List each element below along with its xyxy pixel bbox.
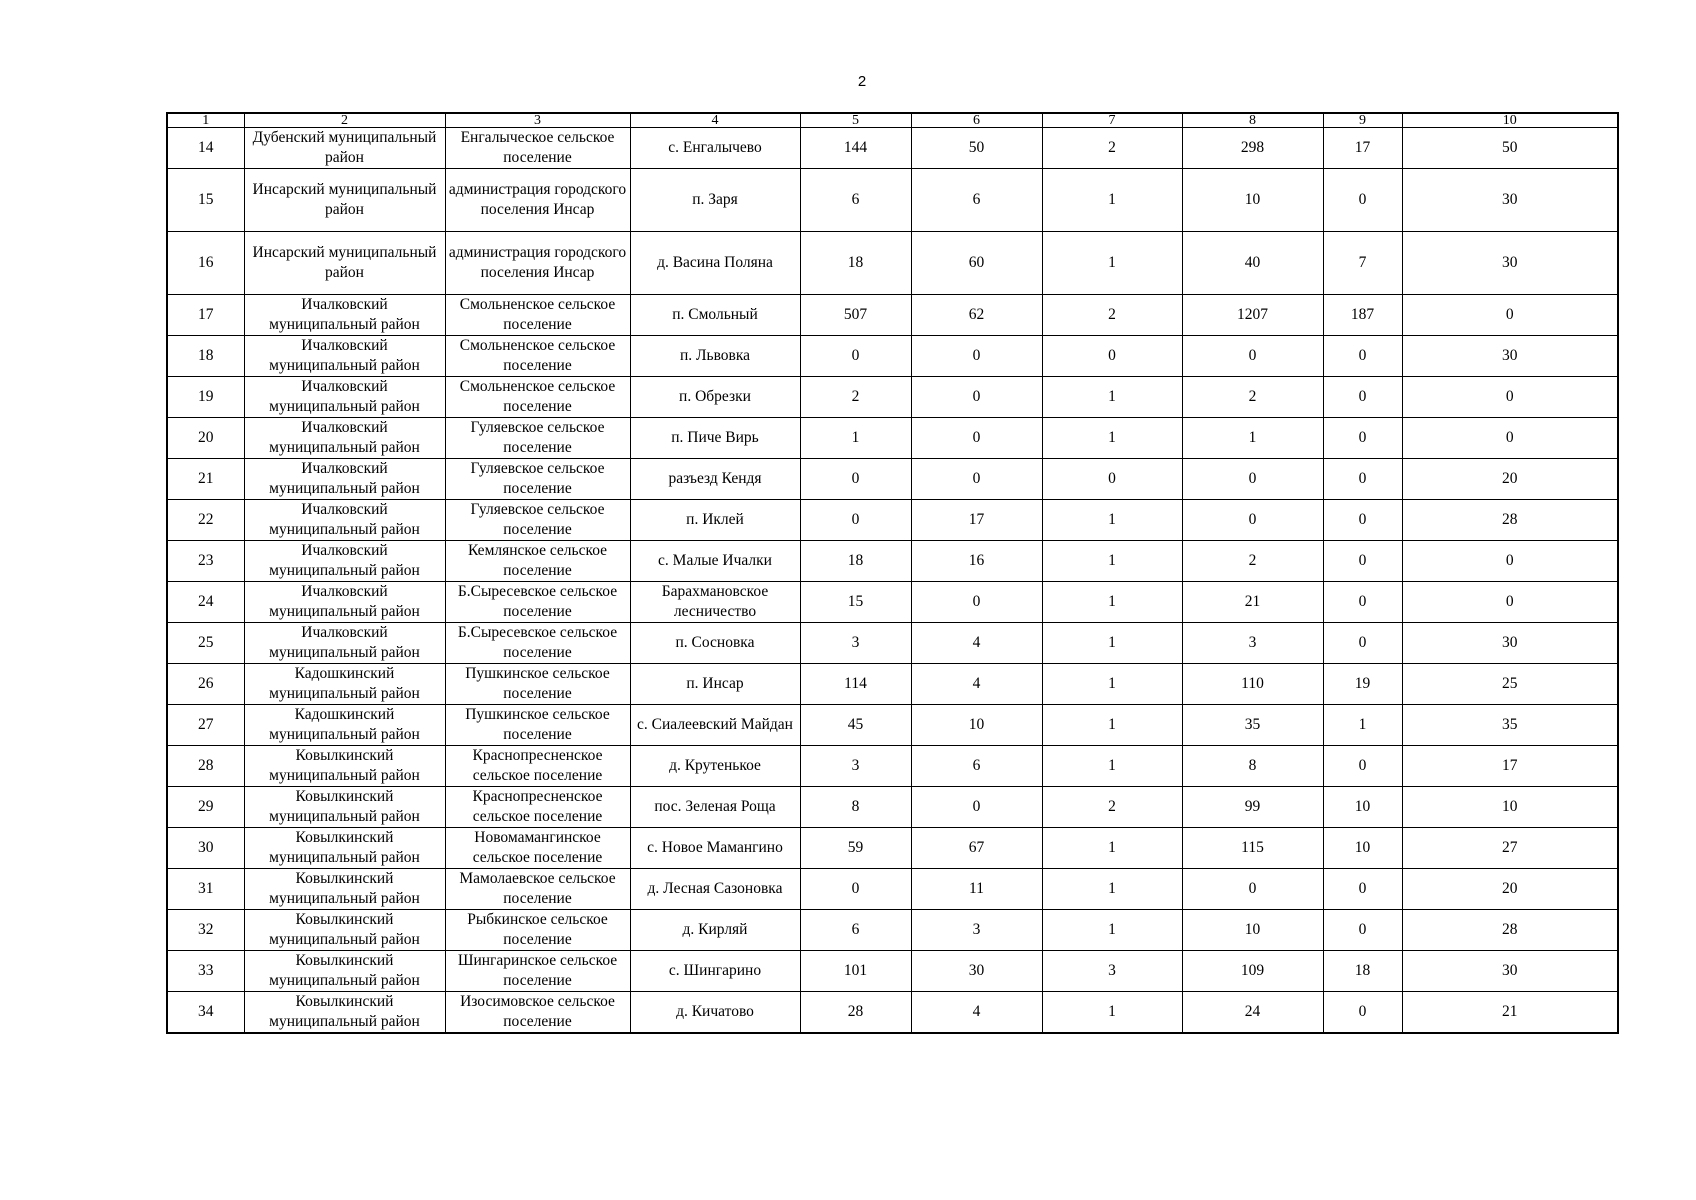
cell-locality: д. Крутенькое [630,746,800,787]
column-header-6: 6 [911,113,1042,128]
cell-district: Дубенский муниципальный район [244,128,445,169]
cell-locality: с. Енгалычево [630,128,800,169]
cell-col-10: 0 [1402,295,1618,336]
cell-settlement: Б.Сыресевское сельское поселение [445,582,630,623]
column-header-2: 2 [244,113,445,128]
cell-col-7: 1 [1042,828,1182,869]
cell-col-7: 1 [1042,623,1182,664]
cell-col-8: 24 [1182,992,1323,1034]
cell-row-number: 22 [167,500,244,541]
cell-locality: п. Заря [630,169,800,232]
cell-col-6: 16 [911,541,1042,582]
cell-row-number: 17 [167,295,244,336]
cell-settlement: Мамолаевское сельское поселение [445,869,630,910]
cell-col-5: 18 [800,541,911,582]
cell-locality: п. Сосновка [630,623,800,664]
cell-col-6: 3 [911,910,1042,951]
cell-col-8: 0 [1182,500,1323,541]
cell-col-6: 0 [911,418,1042,459]
cell-district: Ковылкинский муниципальный район [244,828,445,869]
cell-district: Ичалковский муниципальный район [244,295,445,336]
cell-settlement: Пушкинское сельское поселение [445,705,630,746]
cell-col-8: 2 [1182,541,1323,582]
table-row [167,418,1618,459]
cell-col-10: 10 [1402,787,1618,828]
cell-col-10: 30 [1402,169,1618,232]
cell-col-9: 18 [1323,951,1402,992]
cell-locality: п. Смольный [630,295,800,336]
cell-col-10: 20 [1402,869,1618,910]
cell-col-6: 6 [911,746,1042,787]
data-table [166,112,1619,1034]
cell-locality: с. Новое Мамангино [630,828,800,869]
cell-row-number: 30 [167,828,244,869]
cell-col-7: 0 [1042,336,1182,377]
cell-col-10: 0 [1402,582,1618,623]
cell-col-7: 1 [1042,169,1182,232]
cell-col-6: 67 [911,828,1042,869]
cell-col-7: 1 [1042,582,1182,623]
cell-col-10: 25 [1402,664,1618,705]
cell-row-number: 20 [167,418,244,459]
cell-settlement: Кемлянское сельское поселение [445,541,630,582]
cell-col-5: 59 [800,828,911,869]
table-row [167,232,1618,295]
cell-col-10: 50 [1402,128,1618,169]
table-body [167,128,1618,1034]
cell-district: Ичалковский муниципальный район [244,377,445,418]
cell-row-number: 31 [167,869,244,910]
cell-col-5: 0 [800,869,911,910]
cell-col-9: 19 [1323,664,1402,705]
cell-district: Ковылкинский муниципальный район [244,992,445,1034]
cell-col-8: 1 [1182,418,1323,459]
cell-locality: п. Инсар [630,664,800,705]
cell-col-7: 1 [1042,705,1182,746]
cell-col-10: 0 [1402,418,1618,459]
cell-col-8: 0 [1182,869,1323,910]
cell-col-6: 0 [911,787,1042,828]
column-header-9: 9 [1323,113,1402,128]
cell-district: Ковылкинский муниципальный район [244,910,445,951]
cell-col-6: 4 [911,623,1042,664]
cell-col-9: 10 [1323,828,1402,869]
cell-col-9: 10 [1323,787,1402,828]
cell-row-number: 19 [167,377,244,418]
cell-locality: п. Львовка [630,336,800,377]
cell-col-5: 114 [800,664,911,705]
table-row [167,664,1618,705]
cell-col-6: 0 [911,582,1042,623]
cell-col-5: 15 [800,582,911,623]
cell-settlement: администрация городского поселения Инсар [445,232,630,295]
cell-col-8: 2 [1182,377,1323,418]
cell-col-6: 11 [911,869,1042,910]
cell-col-8: 40 [1182,232,1323,295]
table-row [167,910,1618,951]
cell-col-9: 0 [1323,336,1402,377]
column-header-7: 7 [1042,113,1182,128]
cell-settlement: Гуляевское сельское поселение [445,500,630,541]
cell-locality: п. Обрезки [630,377,800,418]
cell-row-number: 21 [167,459,244,500]
cell-row-number: 14 [167,128,244,169]
cell-col-10: 35 [1402,705,1618,746]
cell-district: Ичалковский муниципальный район [244,336,445,377]
cell-col-7: 1 [1042,232,1182,295]
table-row [167,295,1618,336]
cell-locality: разъезд Кендя [630,459,800,500]
table-row [167,992,1618,1034]
cell-district: Ичалковский муниципальный район [244,623,445,664]
cell-col-7: 1 [1042,992,1182,1034]
cell-col-10: 0 [1402,541,1618,582]
cell-col-7: 1 [1042,664,1182,705]
column-header-3: 3 [445,113,630,128]
cell-locality: д. Кирляй [630,910,800,951]
cell-district: Ичалковский муниципальный район [244,459,445,500]
cell-col-8: 0 [1182,336,1323,377]
cell-col-5: 18 [800,232,911,295]
cell-col-9: 0 [1323,910,1402,951]
cell-locality: п. Иклей [630,500,800,541]
cell-col-10: 20 [1402,459,1618,500]
cell-col-9: 0 [1323,623,1402,664]
table-row [167,869,1618,910]
cell-col-8: 0 [1182,459,1323,500]
cell-district: Ковылкинский муниципальный район [244,787,445,828]
cell-row-number: 23 [167,541,244,582]
cell-col-6: 50 [911,128,1042,169]
cell-district: Ичалковский муниципальный район [244,541,445,582]
cell-settlement: Гуляевское сельское поселение [445,418,630,459]
cell-col-5: 0 [800,459,911,500]
cell-col-9: 0 [1323,169,1402,232]
cell-col-7: 1 [1042,377,1182,418]
table-row [167,951,1618,992]
cell-col-9: 0 [1323,459,1402,500]
cell-locality: п. Пиче Вирь [630,418,800,459]
cell-col-10: 27 [1402,828,1618,869]
cell-row-number: 27 [167,705,244,746]
cell-district: Инсарский муниципальный район [244,232,445,295]
cell-col-7: 0 [1042,459,1182,500]
cell-col-5: 0 [800,336,911,377]
cell-col-10: 28 [1402,500,1618,541]
cell-col-5: 6 [800,169,911,232]
cell-row-number: 33 [167,951,244,992]
cell-col-8: 35 [1182,705,1323,746]
cell-col-7: 3 [1042,951,1182,992]
cell-col-7: 1 [1042,746,1182,787]
cell-settlement: администрация городского поселения Инсар [445,169,630,232]
table-row [167,623,1618,664]
cell-col-10: 28 [1402,910,1618,951]
cell-col-6: 62 [911,295,1042,336]
table-row [167,541,1618,582]
cell-district: Ковылкинский муниципальный район [244,869,445,910]
cell-col-9: 0 [1323,500,1402,541]
table-row [167,336,1618,377]
cell-col-5: 507 [800,295,911,336]
cell-col-8: 10 [1182,910,1323,951]
cell-col-5: 144 [800,128,911,169]
column-header-8: 8 [1182,113,1323,128]
cell-settlement: Рыбкинское сельское поселение [445,910,630,951]
cell-col-8: 21 [1182,582,1323,623]
cell-row-number: 28 [167,746,244,787]
table-row [167,128,1618,169]
cell-col-7: 1 [1042,418,1182,459]
cell-col-6: 4 [911,664,1042,705]
cell-col-7: 2 [1042,787,1182,828]
cell-col-5: 101 [800,951,911,992]
cell-col-9: 0 [1323,746,1402,787]
cell-district: Ичалковский муниципальный район [244,418,445,459]
cell-district: Ковылкинский муниципальный район [244,746,445,787]
cell-col-8: 110 [1182,664,1323,705]
cell-col-9: 0 [1323,377,1402,418]
cell-col-8: 3 [1182,623,1323,664]
cell-col-5: 45 [800,705,911,746]
cell-col-8: 10 [1182,169,1323,232]
cell-district: Ичалковский муниципальный район [244,582,445,623]
cell-col-7: 2 [1042,295,1182,336]
cell-col-10: 30 [1402,232,1618,295]
cell-col-10: 30 [1402,951,1618,992]
cell-col-8: 115 [1182,828,1323,869]
cell-row-number: 15 [167,169,244,232]
cell-settlement: Б.Сыресевское сельское поселение [445,623,630,664]
cell-settlement: Пушкинское сельское поселение [445,664,630,705]
cell-locality: д. Кичатово [630,992,800,1034]
cell-col-10: 0 [1402,377,1618,418]
cell-col-6: 10 [911,705,1042,746]
cell-col-8: 99 [1182,787,1323,828]
cell-col-7: 1 [1042,910,1182,951]
column-header-4: 4 [630,113,800,128]
cell-locality: с. Сиалеевский Майдан [630,705,800,746]
cell-col-5: 8 [800,787,911,828]
cell-col-6: 0 [911,377,1042,418]
cell-settlement: Краснопресненское сельское поселение [445,787,630,828]
table-row [167,828,1618,869]
cell-col-9: 17 [1323,128,1402,169]
table-row [167,459,1618,500]
cell-col-7: 1 [1042,541,1182,582]
cell-row-number: 26 [167,664,244,705]
cell-col-6: 30 [911,951,1042,992]
cell-locality: Барахмановское лесничество [630,582,800,623]
cell-locality: д. Васина Поляна [630,232,800,295]
column-header-5: 5 [800,113,911,128]
cell-col-6: 0 [911,336,1042,377]
table-header-row [167,113,1618,128]
cell-district: Кадошкинский муниципальный район [244,664,445,705]
cell-col-9: 0 [1323,869,1402,910]
cell-settlement: Гуляевское сельское поселение [445,459,630,500]
table-row [167,746,1618,787]
cell-district: Инсарский муниципальный район [244,169,445,232]
cell-col-6: 6 [911,169,1042,232]
cell-locality: д. Лесная Сазоновка [630,869,800,910]
cell-locality: с. Шингарино [630,951,800,992]
cell-col-10: 17 [1402,746,1618,787]
table-row [167,169,1618,232]
cell-col-9: 1 [1323,705,1402,746]
cell-col-6: 4 [911,992,1042,1034]
cell-settlement: Изосимовское сельское поселение [445,992,630,1034]
column-header-10: 10 [1402,113,1618,128]
table-row [167,500,1618,541]
cell-col-10: 30 [1402,336,1618,377]
cell-settlement: Новомамангинское сельское поселение [445,828,630,869]
table-row [167,582,1618,623]
cell-row-number: 16 [167,232,244,295]
cell-col-6: 0 [911,459,1042,500]
table-row [167,705,1618,746]
cell-col-5: 28 [800,992,911,1034]
cell-col-5: 0 [800,500,911,541]
cell-col-8: 8 [1182,746,1323,787]
cell-district: Ковылкинский муниципальный район [244,951,445,992]
cell-district: Ичалковский муниципальный район [244,500,445,541]
cell-locality: пос. Зеленая Роща [630,787,800,828]
cell-settlement: Шингаринское сельское поселение [445,951,630,992]
cell-col-7: 2 [1042,128,1182,169]
cell-row-number: 32 [167,910,244,951]
cell-col-5: 3 [800,623,911,664]
cell-col-5: 6 [800,910,911,951]
cell-settlement: Смольненское сельское поселение [445,336,630,377]
cell-col-9: 0 [1323,541,1402,582]
cell-settlement: Краснопресненское сельское поселение [445,746,630,787]
cell-col-8: 1207 [1182,295,1323,336]
cell-col-6: 17 [911,500,1042,541]
cell-locality: с. Малые Ичалки [630,541,800,582]
table-row [167,377,1618,418]
cell-col-5: 1 [800,418,911,459]
cell-row-number: 24 [167,582,244,623]
cell-col-9: 7 [1323,232,1402,295]
cell-col-6: 60 [911,232,1042,295]
cell-settlement: Смольненское сельское поселение [445,377,630,418]
cell-col-9: 0 [1323,582,1402,623]
cell-district: Кадошкинский муниципальный район [244,705,445,746]
cell-col-8: 109 [1182,951,1323,992]
table-row [167,787,1618,828]
cell-col-10: 21 [1402,992,1618,1034]
cell-col-5: 2 [800,377,911,418]
page-number: 2 [857,73,867,90]
cell-col-5: 3 [800,746,911,787]
cell-col-8: 298 [1182,128,1323,169]
cell-col-9: 0 [1323,418,1402,459]
cell-col-9: 0 [1323,992,1402,1034]
cell-row-number: 29 [167,787,244,828]
column-header-1: 1 [167,113,244,128]
cell-col-9: 187 [1323,295,1402,336]
cell-row-number: 34 [167,992,244,1034]
cell-settlement: Смольненское сельское поселение [445,295,630,336]
cell-col-7: 1 [1042,869,1182,910]
cell-col-10: 30 [1402,623,1618,664]
cell-settlement: Енгалыческое сельское поселение [445,128,630,169]
cell-row-number: 25 [167,623,244,664]
cell-row-number: 18 [167,336,244,377]
cell-col-7: 1 [1042,500,1182,541]
